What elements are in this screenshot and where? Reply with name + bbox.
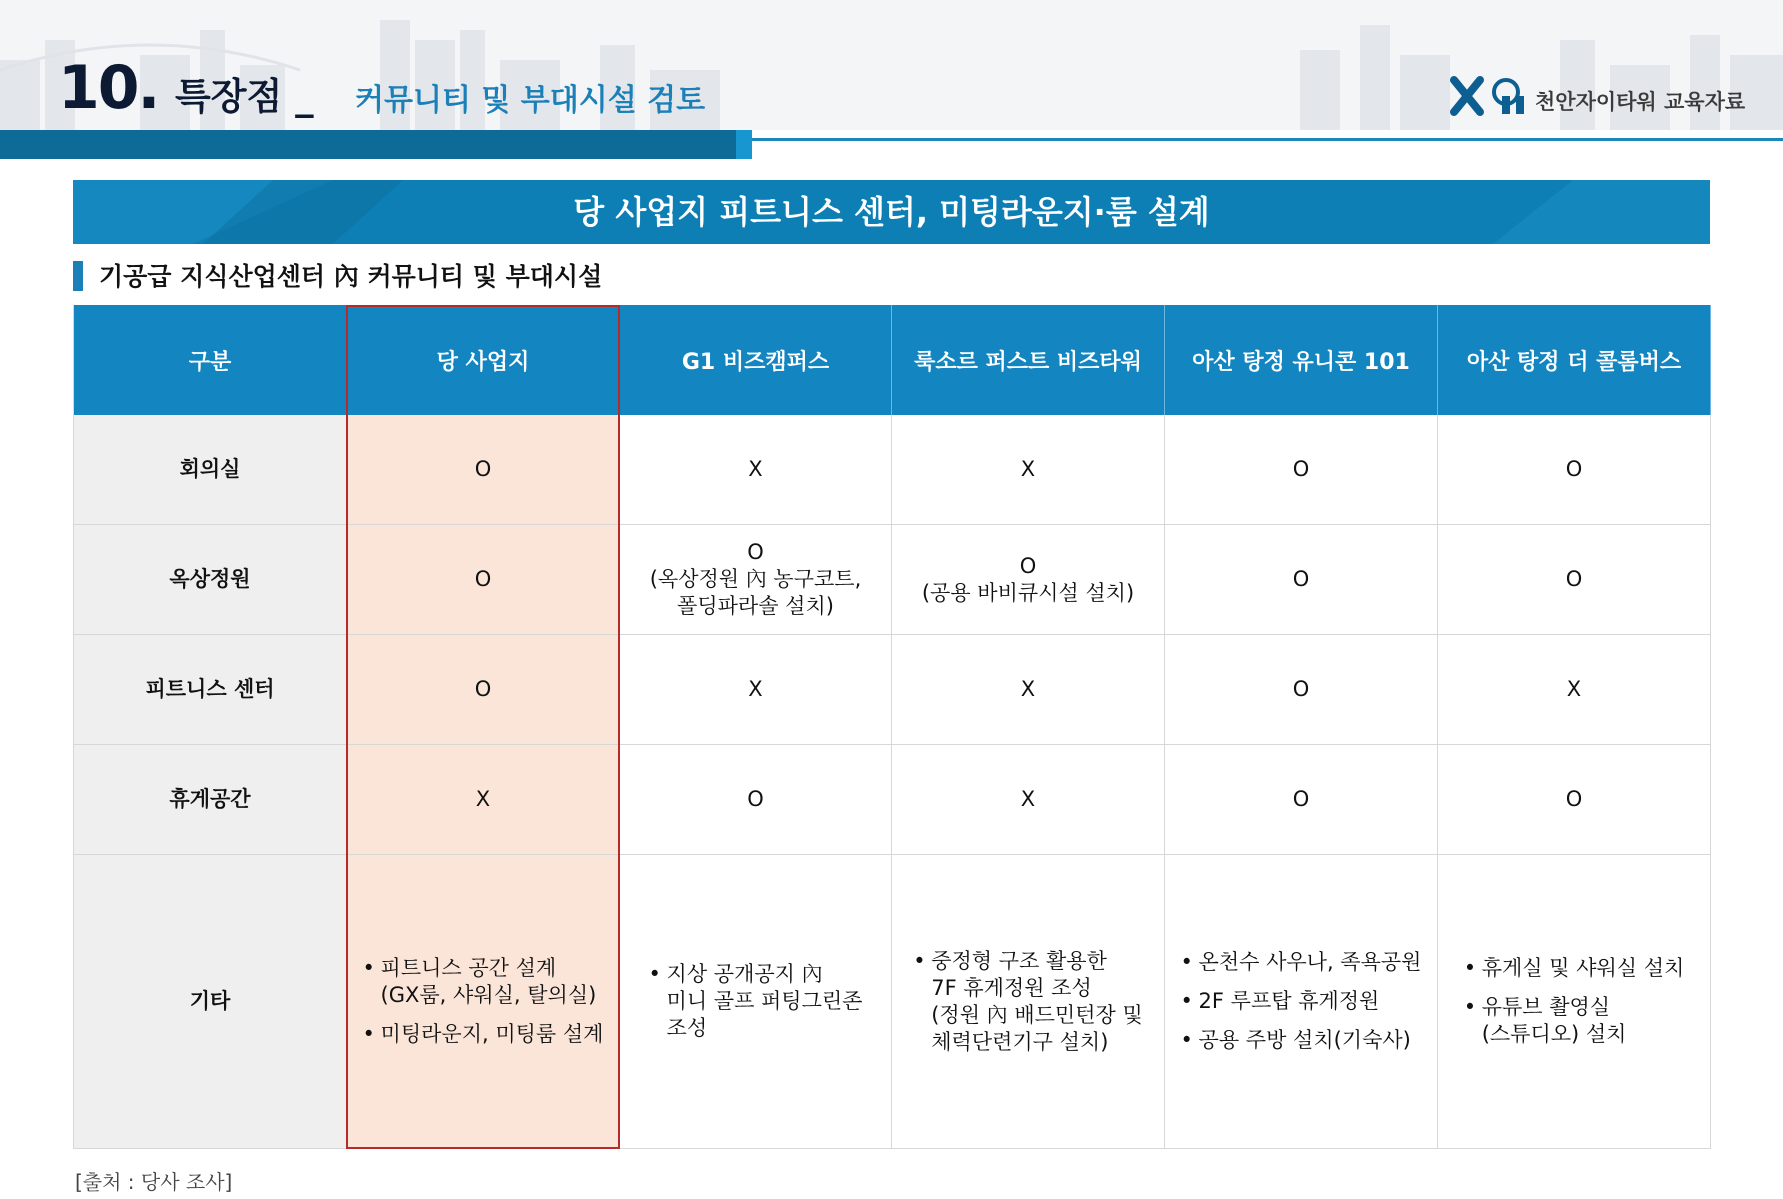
slide-title: 특장점 _ bbox=[175, 75, 314, 118]
bullet-dot-icon: • bbox=[1180, 989, 1193, 1013]
table-cell-bullets bbox=[620, 855, 892, 1149]
table-cell: O bbox=[1438, 745, 1711, 855]
bullet-item bbox=[363, 955, 597, 1009]
table-cell: O bbox=[347, 635, 620, 745]
table-cell: O bbox=[347, 525, 620, 635]
bullet-list bbox=[649, 955, 863, 1048]
bullet-text: 지상 공개공지 內 미니 골프 퍼팅그린존 조성 bbox=[666, 962, 863, 1040]
table-header-cell: 아산 탕정 더 콜롬버스 bbox=[1438, 305, 1711, 415]
table-cell: X bbox=[892, 415, 1165, 525]
section-marker bbox=[73, 261, 83, 291]
bullet-dot-icon: • bbox=[1180, 1028, 1193, 1052]
table-cell: O bbox=[1165, 415, 1438, 525]
table-cell: O bbox=[620, 745, 892, 855]
table-cell: O bbox=[1438, 415, 1711, 525]
table-cell: X bbox=[620, 635, 892, 745]
title-banner bbox=[73, 180, 1710, 244]
comparison-table bbox=[73, 305, 1710, 1149]
row-label: 회의실 bbox=[74, 415, 347, 525]
bullet-item bbox=[913, 948, 1143, 1056]
bullet-dot-icon: • bbox=[1463, 956, 1477, 980]
bullet-item bbox=[1464, 994, 1627, 1048]
header-rule bbox=[752, 138, 1783, 141]
table-cell: X bbox=[1438, 635, 1711, 745]
bullet-item bbox=[1464, 955, 1685, 982]
bullet-text: 공용 주방 설치(기숙사) bbox=[1198, 1028, 1411, 1052]
table-cell: O bbox=[1165, 745, 1438, 855]
table-header-cell: 당 사업지 bbox=[347, 305, 620, 415]
bullet-text: 피트니스 공간 설계 (GX룸, 샤워실, 탈의실) bbox=[380, 956, 597, 1007]
row-label: 옥상정원 bbox=[74, 525, 347, 635]
table-header-cell: G1 비즈캠퍼스 bbox=[620, 305, 892, 415]
bullet-item bbox=[649, 961, 863, 1042]
table-cell: O bbox=[1165, 525, 1438, 635]
bullet-list bbox=[1464, 949, 1685, 1054]
header-bar bbox=[0, 130, 752, 159]
table-cell-bullets bbox=[1165, 855, 1438, 1149]
table-cell-bullets bbox=[347, 855, 620, 1149]
bullet-item bbox=[363, 1021, 604, 1048]
slide-header bbox=[0, 0, 1783, 160]
table-header-cell: 아산 탕정 유니콘 101 bbox=[1165, 305, 1438, 415]
table-cell-bullets bbox=[1438, 855, 1711, 1149]
bullet-dot-icon: • bbox=[362, 1022, 375, 1046]
table-header-cell: 룩소르 퍼스트 비즈타워 bbox=[892, 305, 1165, 415]
slide-subtitle: 커뮤니티 및 부대시설 검토 bbox=[355, 83, 706, 118]
bullet-list bbox=[1181, 943, 1422, 1060]
table-cell: O bbox=[347, 415, 620, 525]
bullet-list bbox=[913, 942, 1143, 1062]
bullet-dot-icon: • bbox=[648, 962, 661, 986]
row-label: 기타 bbox=[74, 855, 347, 1149]
table-cell: X bbox=[892, 635, 1165, 745]
bullet-list bbox=[363, 949, 604, 1054]
bullet-text: 휴게실 및 샤워실 설치 bbox=[1481, 956, 1685, 980]
table-cell: O bbox=[1165, 635, 1438, 745]
section-title: 기공급 지식산업센터 內 커뮤니티 및 부대시설 bbox=[99, 262, 603, 291]
bullet-item bbox=[1181, 949, 1422, 976]
banner-title: 당 사업지 피트니스 센터, 미팅라운지·룸 설계 bbox=[573, 193, 1210, 231]
table-cell: X bbox=[620, 415, 892, 525]
table-cell: O bbox=[1438, 525, 1711, 635]
table-cell: O (옥상정원 內 농구코트, 폴딩파라솔 설치) bbox=[620, 525, 892, 635]
bullet-dot-icon: • bbox=[362, 956, 375, 980]
table-cell-bullets bbox=[892, 855, 1165, 1149]
bullet-item bbox=[1181, 1027, 1411, 1054]
row-label: 휴게공간 bbox=[74, 745, 347, 855]
header-bar-accent bbox=[736, 130, 752, 159]
table-cell: X bbox=[347, 745, 620, 855]
xi-logo-icon bbox=[1450, 76, 1530, 116]
bullet-text: 유튜브 촬영실 (스튜디오) 설치 bbox=[1481, 995, 1627, 1046]
bullet-text: 2F 루프탑 휴게정원 bbox=[1198, 989, 1380, 1013]
table-cell: O (공용 바비큐시설 설치) bbox=[892, 525, 1165, 635]
bullet-text: 미팅라운지, 미팅룸 설계 bbox=[380, 1022, 604, 1046]
slide-number: 10. bbox=[58, 53, 159, 123]
bullet-text: 중정형 구조 활용한 7F 휴게정원 조성 (정원 內 배드민턴장 및 체력단련기구 설치) bbox=[931, 948, 1143, 1054]
bullet-text: 온천수 사우나, 족욕공원 bbox=[1198, 950, 1422, 974]
bullet-dot-icon: • bbox=[1463, 995, 1477, 1019]
bullet-dot-icon: • bbox=[913, 948, 926, 973]
source-note: [출처 : 당사 조사] bbox=[75, 1170, 233, 1194]
brand-label: 천안자이타워 교육자료 bbox=[1535, 90, 1746, 114]
bullet-item bbox=[1181, 988, 1380, 1015]
table-header-cell: 구분 bbox=[74, 305, 347, 415]
table-cell: X bbox=[892, 745, 1165, 855]
bullet-dot-icon: • bbox=[1180, 950, 1193, 974]
row-label: 피트니스 센터 bbox=[74, 635, 347, 745]
